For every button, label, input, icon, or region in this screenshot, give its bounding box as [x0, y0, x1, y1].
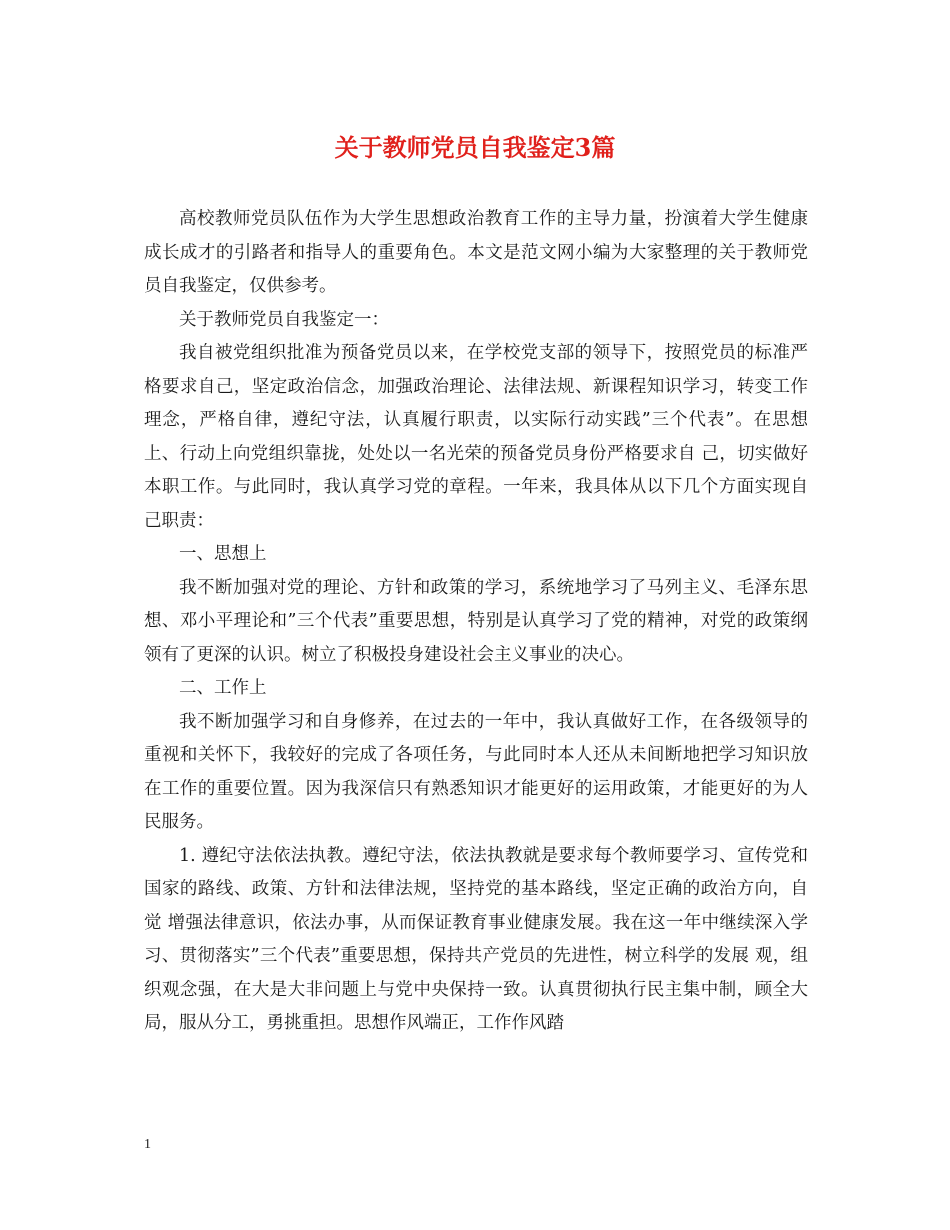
page-number: 1 — [144, 1137, 151, 1152]
paragraph: 我不断加强学习和自身修养，在过去的一年中，我认真做好工作，在各级领导的重视和关怀下，我较好的完成了各项任务，与此同时本人还从未间断地把学习知识放在工作的重要位置。因为我深信只有熟悉知识才能更好的运用政策，才能更好的为人民服务。 — [144, 711, 808, 832]
document-title: 关于教师党员自我鉴定3篇 — [334, 133, 616, 162]
paragraph-section-heading: 关于教师党员自我鉴定一： — [179, 309, 389, 330]
paragraph-intro: 高校教师党员队伍作为大学生思想政治教育工作的主导力量，扮演着大学生健康成长成才的引路者和指导人的重要角色。本文是范文网小编为大家整理的关于教师党员自我鉴定，仅供参考。 — [144, 209, 808, 296]
document-body — [144, 203, 808, 1041]
paragraph: 我自被党组织批准为预备党员以来，在学校党支部的领导下，按照党员的标准严格要求自己，坚定政治信念，加强政治理论、法律法规、新课程知识学习，转变工作理念，严格自律，遵纪守法，认真履行职责，以实际行动实践”三个代表”。在思想上、行动上向党组织靠拢，处处以一名光荣的预备党员身份严格要求自 己，切实做好本职工作。与此同时，我认真学习党的章程。一年来，我具体从以下几个方面实现自己职责： — [144, 343, 808, 531]
paragraph-subheading: 一、思想上 — [179, 544, 267, 564]
paragraph: 1. 遵纪守法依法执教。遵纪守法，依法执教就是要求每个教师要学习、宣传党和国家的路线、政策、方针和法律法规，坚持党的基本路线，坚定正确的政治方向，自觉 增强法律意识，依法办事，从而保证教育事业健康发展。我在这一年中继续深入学习、贯彻落实”三个代表”重要思想，保持共产党员的先进性，树立科学的发展 观，组织观念强，在大是大非问题上与党中央保持一致。认真贯彻执行民主集中制，顾全大局，服从分工，勇挑重担。思想作风端正，工作作风踏 — [144, 845, 808, 1033]
paragraph: 我不断加强对党的理论、方针和政策的学习，系统地学习了马列主义、毛泽东思想、邓小平理论和”三个代表”重要思想，特别是认真学习了党的精神，对党的政策纲领有了更深的认识。树立了积极投身建设社会主义事业的决心。 — [144, 577, 808, 665]
paragraph-subheading: 二、工作上 — [179, 678, 267, 698]
